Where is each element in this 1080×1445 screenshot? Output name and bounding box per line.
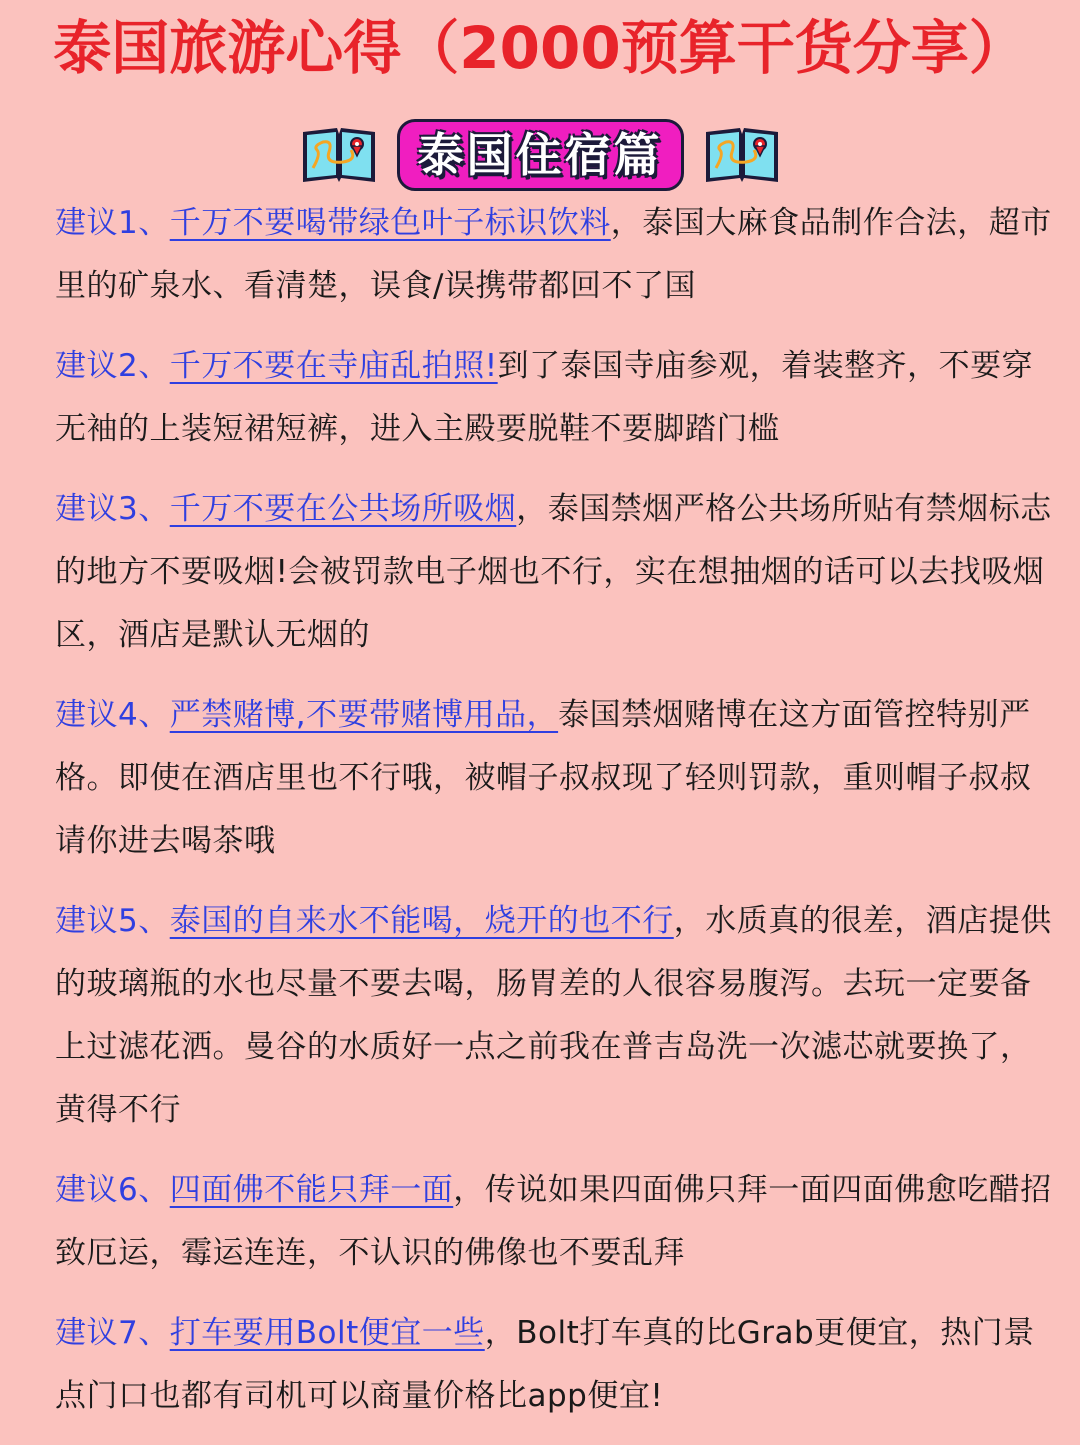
tip-number: 建议5、 — [55, 903, 170, 939]
tip-text: ，泰国禁烟严格公共场所贴有禁烟标志的地方不要吸烟!会被罚款电子烟也不行，实在想抽烟的话可以去找吸烟区，酒店是默认无烟的 — [55, 491, 1052, 653]
tip-number: 建议7、 — [55, 1315, 170, 1351]
tip-3 — [55, 478, 1055, 667]
tip-highlight: 千万不要喝带绿色叶子标识饮料 — [169, 205, 611, 241]
tip-7 — [55, 1302, 1055, 1428]
tip-2 — [55, 335, 1055, 461]
tip-5 — [55, 890, 1055, 1142]
tip-highlight: 严禁赌博,不要带赌博用品， — [169, 697, 559, 733]
tip-highlight: 四面佛不能只拜一面 — [169, 1172, 454, 1208]
tip-1 — [55, 192, 1055, 318]
tip-text: ，水质真的很差，酒店提供的玻璃瓶的水也尽量不要去喝，肠胃差的人很容易腹泻。去玩一定要备上过滤花洒。曼谷的水质好一点之前我在普吉岛洗一次滤芯就要换了，黄得不行 — [55, 903, 1052, 1128]
section-badge: 泰国住宿篇 — [397, 119, 684, 191]
map-book-icon — [702, 124, 782, 186]
tip-number: 建议3、 — [55, 491, 170, 527]
section-header — [0, 118, 1080, 192]
tip-text: ，传说如果四面佛只拜一面四面佛愈吃醋招致厄运，霉运连连，不认识的佛像也不要乱拜 — [55, 1172, 1052, 1271]
tip-highlight: 打车要用Bolt便宜一些 — [169, 1315, 485, 1351]
tip-text: 到了泰国寺庙参观，着装整齐，不要穿无袖的上装短裙短裤，进入主殿要脱鞋不要脚踏门槛 — [55, 348, 1034, 447]
page-title: 泰国旅游心得（2000预算干货分享） — [53, 14, 1027, 82]
tip-number: 建议1、 — [55, 205, 170, 241]
tip-4 — [55, 684, 1055, 873]
map-book-icon — [299, 124, 379, 186]
tip-highlight: 泰国的自来水不能喝，烧开的也不行 — [169, 903, 674, 939]
tip-number: 建议4、 — [55, 697, 170, 733]
tip-number: 建议6、 — [55, 1172, 170, 1208]
tip-text: ，泰国大麻食品制作合法，超市里的矿泉水、看清楚，误食/误携带都回不了国 — [55, 205, 1052, 304]
tip-number: 建议2、 — [55, 348, 170, 384]
tips-list — [55, 192, 1055, 1445]
tip-text: ，Bolt打车真的比Grab更便宜，热门景点门口也都有司机可以商量价格比app便宜! — [55, 1315, 1035, 1414]
tip-highlight: 千万不要在公共场所吸烟 — [169, 491, 517, 527]
tip-highlight: 千万不要在寺庙乱拍照! — [169, 348, 498, 384]
tip-6 — [55, 1159, 1055, 1285]
tip-text: 泰国禁烟赌博在这方面管控特别严格。即使在酒店里也不行哦，被帽子叔叔现了轻则罚款，重则帽子叔叔请你进去喝茶哦 — [55, 697, 1032, 859]
